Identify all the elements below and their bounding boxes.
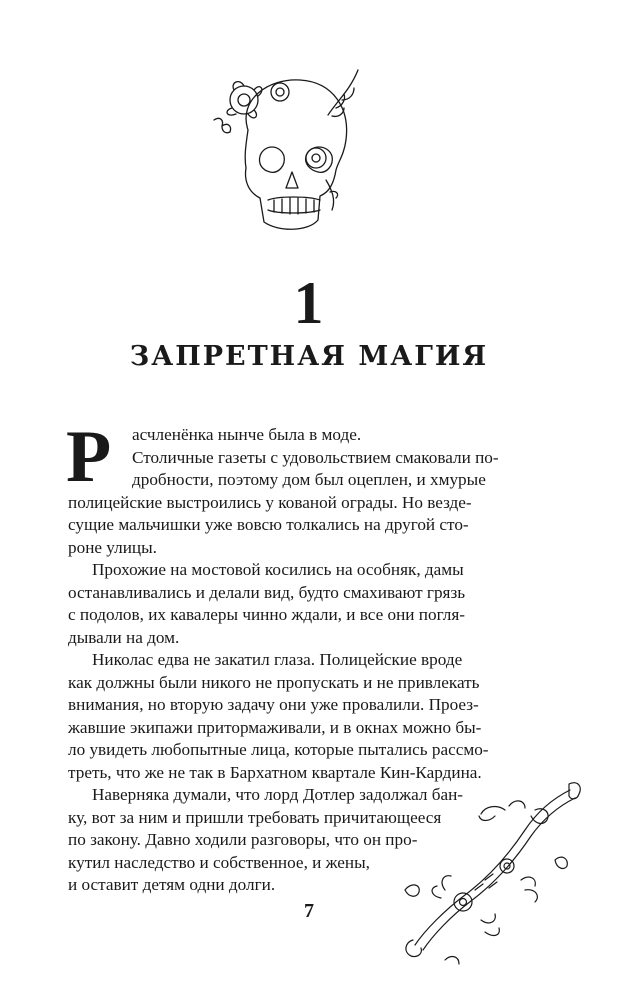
text-line: жавшие экипажи притормаживали, и в окнах можно бы- xyxy=(68,717,482,737)
skeletal-arm-illustration xyxy=(385,770,585,970)
text-line: Столичные газеты с удовольствием смаковали по- xyxy=(132,447,499,467)
text-line: дывали на дом. xyxy=(68,627,180,647)
text-line: и оставит детям одни долги. xyxy=(68,875,276,894)
chapter-number: 1 xyxy=(293,270,325,336)
chapter-title: ЗАПРЕТНАЯ МАГИЯ xyxy=(129,341,489,372)
text-line: Наверняка думали, что лорд Дотлер задолжал бан- xyxy=(92,785,464,804)
text-line: асчленёнка нынче была в моде. xyxy=(132,425,362,444)
text-line: останавливались и делали вид, будто смахивают грязь xyxy=(68,582,466,602)
text-line: дробности, поэтому дом был оцеплен, и хмурые xyxy=(132,470,486,489)
text-line: кутил наследство и собственное, и жены, xyxy=(68,852,370,872)
text-line: полицейские выстроились у кованой ограды. Но везде- xyxy=(68,492,472,512)
text-line: ло увидеть любопытные лица, которые пытались рассмо- xyxy=(68,740,489,759)
drop-cap: Р xyxy=(66,416,112,498)
text-line: треть, что же не так в Бархатном квартале Кин-Кардина. xyxy=(68,762,482,782)
text-line: Прохожие на мостовой косились на особняк, дамы xyxy=(92,560,464,579)
text-line: с подолов, их кавалеры чинно ждали, и все они погля- xyxy=(68,605,465,624)
text-line: внимания, но вторую задачу они уже провалили. Проез- xyxy=(68,695,479,714)
page-number: 7 xyxy=(304,900,314,922)
text-line: роне улицы. xyxy=(68,537,157,557)
text-line: Николас едва не закатил глаза. Полицейские вроде xyxy=(92,650,463,669)
text-line: ку, вот за ним и пришли требовать причитающееся xyxy=(68,807,442,827)
text-line: как должны были никого не пропускать и не привлекать xyxy=(68,672,480,692)
text-line: сущие мальчишки уже вовсю толкались на другой сто- xyxy=(68,515,469,534)
skull-flowers-illustration xyxy=(208,60,368,245)
text-line: по закону. Давно ходили разговоры, что он про- xyxy=(68,830,418,849)
